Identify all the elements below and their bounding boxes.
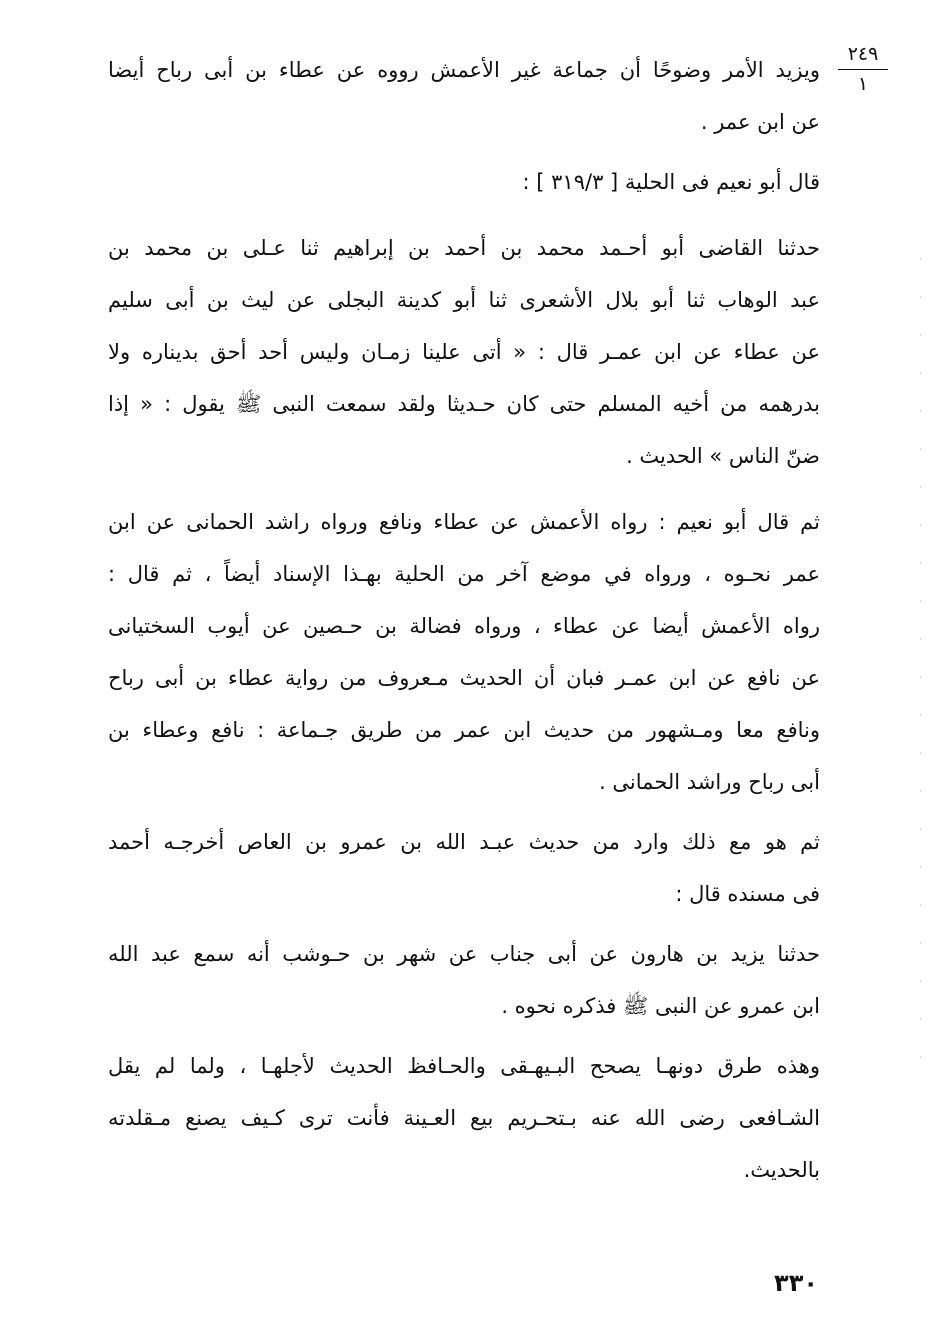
body-text (108, 44, 820, 1196)
paragraph (108, 816, 820, 920)
page-number: ٣٣٠ (774, 1269, 818, 1297)
text-line: ضنّ الناس » الحديث . (626, 444, 820, 468)
text-line: حدثنا يزيد بن هارون عن أبى جناب عن شهر بن حـوشب أنه سمع عبد الله (108, 942, 820, 966)
text-line: رواه الأعمش أيضا عن عطاء ، ورواه فضالة بن حـصين عن أيوب السختيانى (108, 614, 820, 638)
text-line: ويزيد الأمر وضوحًا أن جماعة غير الأعمش رووه عن عطاء بن أبى رباح أيضا (108, 58, 820, 82)
text-line: عبد الوهاب ثنا أبو بلال الأشعرى ثنا أبو كدينة البجلى عن ليث بن أبى سليم (108, 288, 820, 312)
paragraph (108, 156, 820, 208)
citation-heading: قال أبو نعيم فى الحلية [ ٣١٩/٣ ] : (522, 170, 820, 194)
text-line: بالحديث. (743, 1158, 820, 1182)
text-line: وهذه طرق دونهـا يصحح البـيهـقى والحـافظ الحديث لأجلهـا ، ولما لم يقل (108, 1054, 820, 1078)
text-line: عن نافع عن ابن عمـر فبان أن الحديث مـعروف من رواية عطاء بن أبى رباح (108, 666, 820, 690)
text-line: أبى رباح وراشد الحمانى . (599, 770, 820, 794)
text-line: عمر نحـوه ، ورواه في موضع آخر من الحلية بهـذا الإسناد أيضاً ، ثم قال : (108, 562, 820, 586)
paragraph (108, 1040, 820, 1196)
text-line: عن ابن عمر . (700, 110, 820, 134)
text-line: ثم هو مع ذلك وارد من حديث عبـد الله بن عمرو بن العاص أخرجـه أحمد (108, 830, 820, 854)
margin-reference (838, 40, 888, 98)
page-edge-texture (918, 240, 924, 1080)
paragraph (108, 222, 820, 482)
text-line: عن عطاء عن ابن عمـر قال : « أتى علينا زمـان وليس أحد أحق بديناره ولا (108, 340, 820, 364)
text-line: بدرهمه من أخيه المسلم حتى كان حـديثا ولقد سمعت النبى ﷺ يقول : « إذا (108, 392, 820, 416)
paragraph (108, 928, 820, 1032)
paragraph (108, 496, 820, 808)
text-line: ابن عمرو عن النبى ﷺ فذكره نحوه . (501, 994, 820, 1018)
text-line: فى مسنده قال : (675, 882, 820, 906)
text-line: حدثنا القاضى أبو أحـمد محمد بن أحمد بن إبراهيم ثنا عـلى بن محمد بن (108, 236, 820, 260)
margin-reference-page: ٢٤٩ (838, 40, 888, 70)
text-line: ونافع معا ومـشهور من حديث ابن عمر من طريق جـماعة : نافع وعطاء بن (108, 718, 820, 742)
text-line: ثم قال أبو نعيم : رواه الأعمش عن عطاء ونافع ورواه راشد الحمانى عن ابن (108, 510, 820, 534)
paragraph (108, 44, 820, 148)
margin-reference-volume: ١ (857, 73, 869, 95)
text-line: الشـافعى رضى الله عنه بـتحـريم بيع العـينة فأنت ترى كـيف يصنع مـقلدته (108, 1106, 820, 1130)
